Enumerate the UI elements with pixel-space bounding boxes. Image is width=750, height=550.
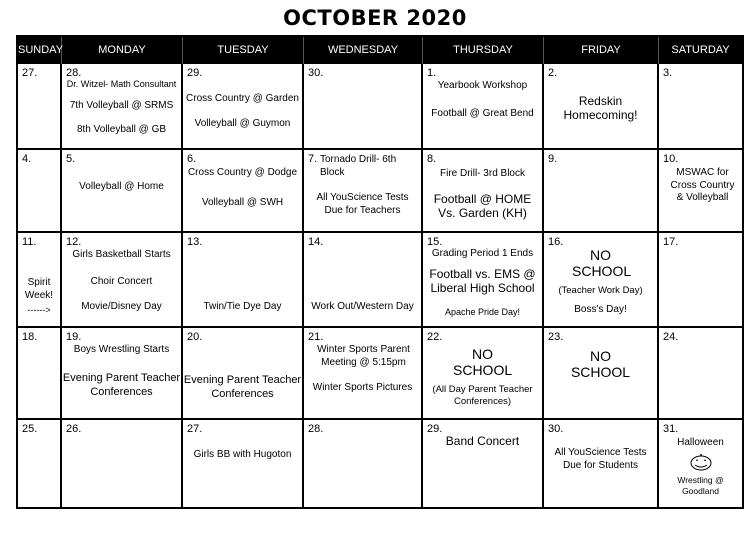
day-number: 3. [663, 67, 673, 79]
day-number: 15. [427, 236, 443, 248]
event: Grading Period 1 Ends [431, 248, 534, 259]
pumpkin-icon [689, 453, 713, 471]
day-number: 10. [663, 153, 679, 165]
header-saturday: SATURDAY [671, 44, 730, 56]
event: Volleyball @ Guymon [194, 118, 291, 129]
event: NO SCHOOL [572, 247, 632, 280]
event: Cross Country @ Dodge [187, 167, 298, 178]
event: Winter Sports Pictures [312, 382, 413, 393]
day-number: 17. [663, 236, 679, 248]
day-cell-30[interactable] [304, 64, 423, 148]
event: Football @ Great Bend [431, 108, 534, 119]
day-number: 31. [663, 423, 679, 435]
header-tuesday: TUESDAY [183, 37, 304, 64]
day-cell-9[interactable] [544, 150, 659, 231]
event: (All Day Parent Teacher Conferences) [432, 384, 533, 407]
event: NO SCHOOL [453, 346, 513, 379]
day-number: 4. [22, 153, 32, 165]
day-cell-19[interactable] [62, 328, 183, 418]
event: Movie/Disney Day [81, 301, 162, 312]
week-row-3 [18, 233, 742, 328]
day-cell-28-oct[interactable] [304, 420, 423, 509]
event: Choir Concert [90, 276, 153, 287]
event: Band Concert [445, 434, 520, 448]
event: MSWAC for Cross Country & Volleyball [670, 167, 735, 203]
event: Winter Sports Parent Meeting @ 5:15pm [317, 344, 410, 368]
day-cell-13[interactable] [183, 233, 304, 326]
event: Football @ HOME Vs. Garden (KH) [433, 192, 532, 221]
event: Spirit Week! [24, 277, 54, 301]
day-cell-24[interactable] [659, 328, 742, 418]
day-number: 11. [22, 236, 37, 248]
event: Evening Parent Teacher Conferences [183, 374, 302, 400]
day-number: 30. [548, 423, 564, 435]
day-cell-31-oct[interactable] [659, 420, 742, 509]
event: Evening Parent Teacher Conferences [62, 372, 181, 398]
day-number: 24. [663, 331, 679, 343]
day-cell-29-oct[interactable] [423, 420, 544, 509]
day-number: 27. [22, 67, 38, 79]
day-number: 12. [66, 236, 82, 248]
day-cell-8[interactable] [423, 150, 544, 231]
event: Redskin Homecoming! [563, 94, 638, 123]
header-monday: MONDAY [62, 37, 183, 64]
day-number: 8. [427, 153, 437, 165]
event: Work Out/Western Day [311, 301, 414, 312]
day-cell-11[interactable] [18, 233, 62, 326]
day-cell-28[interactable] [62, 64, 183, 148]
day-number: 2. [548, 67, 558, 79]
event: 7th Volleyball @ SRMS [69, 100, 174, 111]
day-number: 30. [308, 67, 324, 79]
day-number: 7. [308, 153, 318, 165]
event: Volleyball @ Home [79, 181, 164, 192]
day-cell-27-oct[interactable] [183, 420, 304, 509]
day-number: 27. [187, 423, 203, 435]
day-cell-7[interactable] [304, 150, 423, 231]
day-cell-1[interactable] [423, 64, 544, 148]
day-number: 22. [427, 331, 443, 343]
day-cell-6[interactable] [183, 150, 304, 231]
day-cell-26[interactable] [62, 420, 183, 509]
event: Dr. Witzel- Math Consultant [66, 79, 177, 89]
event: ------> [27, 305, 51, 315]
day-cell-15[interactable] [423, 233, 544, 326]
day-cell-18[interactable] [18, 328, 62, 418]
event: NO SCHOOL [570, 348, 631, 381]
day-cell-25[interactable] [18, 420, 62, 509]
day-number: 21. [308, 331, 324, 343]
calendar-title: OCTOBER 2020 [283, 6, 467, 30]
day-number: 18. [22, 331, 38, 343]
day-cell-2[interactable] [544, 64, 659, 148]
calendar-body [18, 64, 742, 507]
day-cell-10[interactable] [659, 150, 742, 231]
day-number: 13. [187, 236, 203, 248]
event: Girls BB with Hugoton [193, 449, 292, 460]
event: Volleyball @ SWH [201, 197, 284, 208]
day-cell-30-oct[interactable] [544, 420, 659, 509]
day-cell-12[interactable] [62, 233, 183, 326]
day-number: 16. [548, 236, 564, 248]
day-number: 14. [308, 236, 324, 248]
calendar-grid [16, 35, 744, 509]
event: Boss's Day! [574, 304, 627, 315]
event: Yearbook Workshop [437, 80, 528, 91]
day-number: 23. [548, 331, 564, 343]
day-number: 20. [187, 331, 203, 343]
day-cell-29[interactable] [183, 64, 304, 148]
week-row-2 [18, 150, 742, 233]
day-number: 25. [22, 423, 38, 435]
event: 8th Volleyball @ GB [76, 124, 167, 135]
event: Wrestling @ Goodland [677, 475, 724, 496]
day-number: 26. [66, 423, 82, 435]
header-thursday: THURSDAY [423, 37, 544, 64]
day-number: 5. [66, 153, 76, 165]
day-number: 6. [187, 153, 197, 165]
day-number: 19. [66, 331, 82, 343]
day-cell-4[interactable] [18, 150, 62, 231]
day-cell-3[interactable] [659, 64, 742, 148]
day-number: 29. [427, 423, 443, 435]
day-cell-14[interactable] [304, 233, 423, 326]
event: Boys Wrestling Starts [73, 344, 170, 355]
event: Cross Country @ Garden [186, 93, 299, 104]
event: Twin/Tie Dye Day [203, 301, 282, 312]
event: Girls Basketball Starts [72, 249, 171, 260]
event: Tornado Drill- 6th Block [320, 154, 397, 178]
day-cell-22[interactable] [423, 328, 544, 418]
header-friday: FRIDAY [544, 37, 659, 64]
header-wednesday: WEDNESDAY [304, 37, 423, 64]
day-number: 1. [427, 67, 437, 79]
day-number: 9. [548, 153, 558, 165]
event: Football vs. EMS @ Liberal High School [429, 267, 536, 296]
day-number: 28. [308, 423, 324, 435]
day-number: 28. [66, 67, 82, 79]
day-number: 29. [187, 67, 203, 79]
day-cell-27[interactable] [18, 64, 62, 148]
event: (Teacher Work Day) [558, 285, 643, 296]
day-cell-16[interactable] [544, 233, 659, 326]
weekday-header [18, 37, 742, 64]
event: All YouScience Tests Due for Teachers [316, 192, 409, 216]
header-sunday: SUNDAY [18, 37, 62, 64]
day-cell-5[interactable] [62, 150, 183, 231]
event: Halloween [677, 437, 724, 448]
day-cell-20[interactable] [183, 328, 304, 418]
event: Apache Pride Day! [444, 307, 521, 317]
day-cell-21[interactable] [304, 328, 423, 418]
event: Fire Drill- 3rd Block [439, 168, 525, 179]
week-row-5 [18, 420, 742, 509]
event: All YouScience Tests Due for Students [554, 447, 647, 471]
week-row-1 [18, 64, 742, 150]
week-row-4 [18, 328, 742, 420]
day-cell-17[interactable] [659, 233, 742, 326]
day-cell-23[interactable] [544, 328, 659, 418]
